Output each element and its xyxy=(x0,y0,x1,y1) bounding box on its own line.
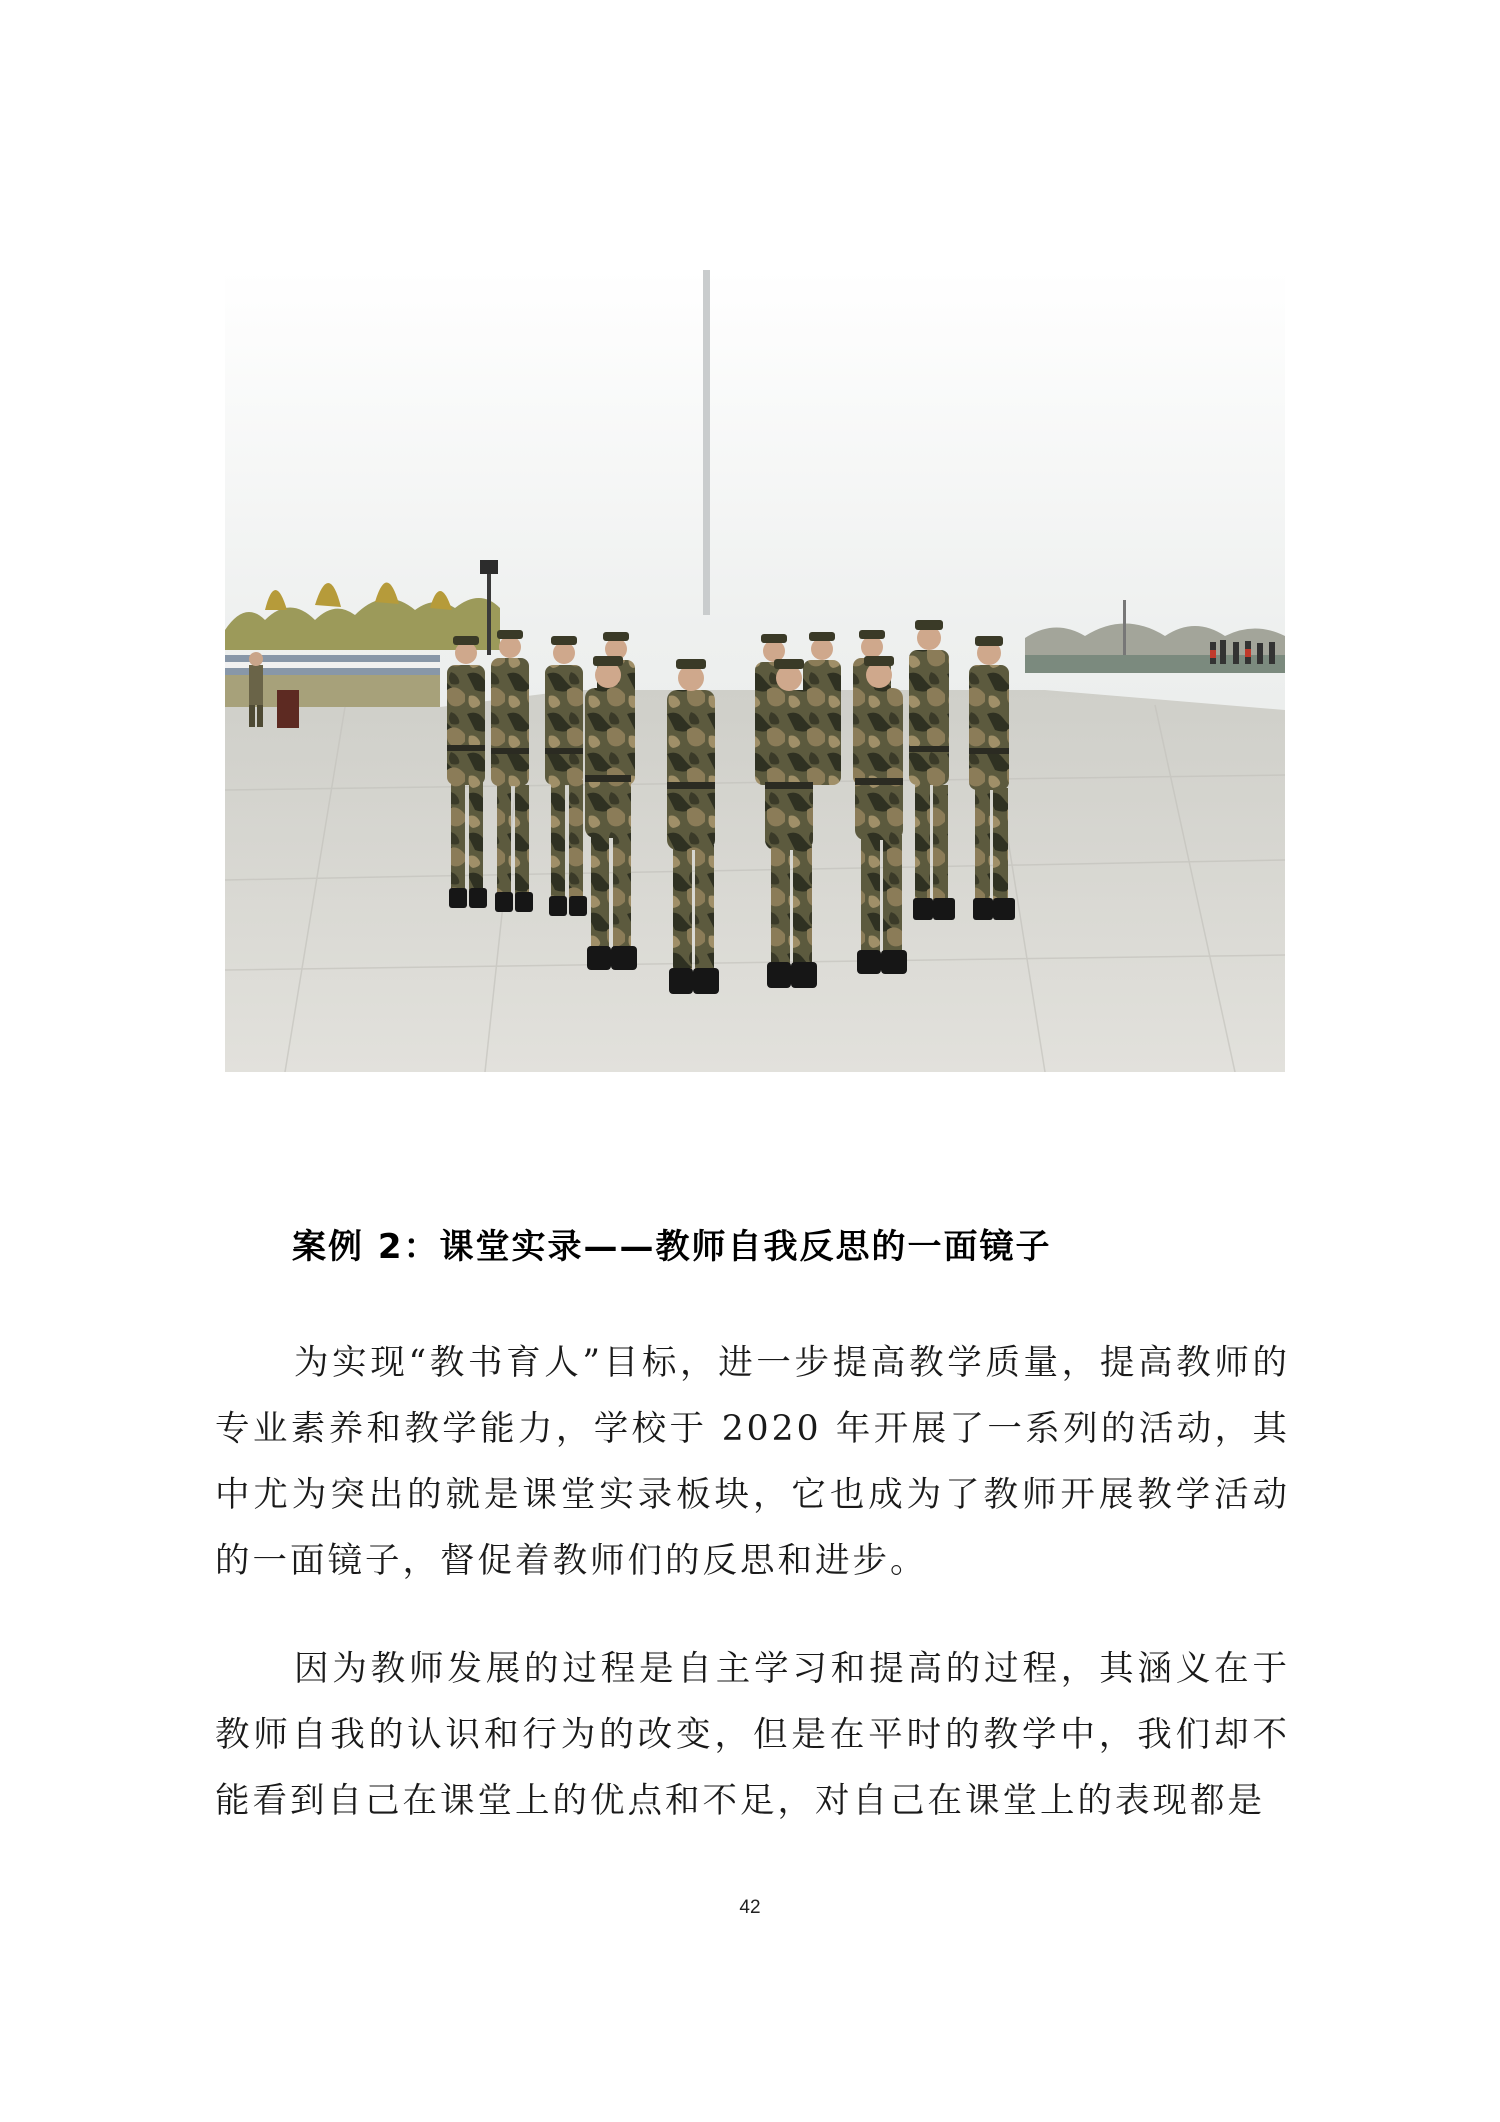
flagpole xyxy=(703,270,710,615)
photo-illustration xyxy=(225,270,1285,1072)
paragraph-1: 为实现“教书育人”目标，进一步提高教学质量，提高教师的专业素养和教学能力，学校于 2020 年开展了一系列的活动，其中尤为突出的就是课堂实录板块，它也成为了教师开展教学活动的一面镜子，督促着教师们的反思和进步。 xyxy=(215,1343,1290,1581)
page-number: 42 xyxy=(739,1897,761,1918)
case-title: 案例 2：课堂实录——教师自我反思的一面镜子 xyxy=(292,1227,1052,1267)
paragraph-2: 因为教师发展的过程是自主学习和提高的过程，其涵义在于教师自我的认识和行为的改变，但是在平时的教学中，我们却不能看到自己在课堂上的优点和不足，对自己在课堂上的表现都是 xyxy=(215,1649,1290,1821)
training-photo xyxy=(225,270,1285,1072)
